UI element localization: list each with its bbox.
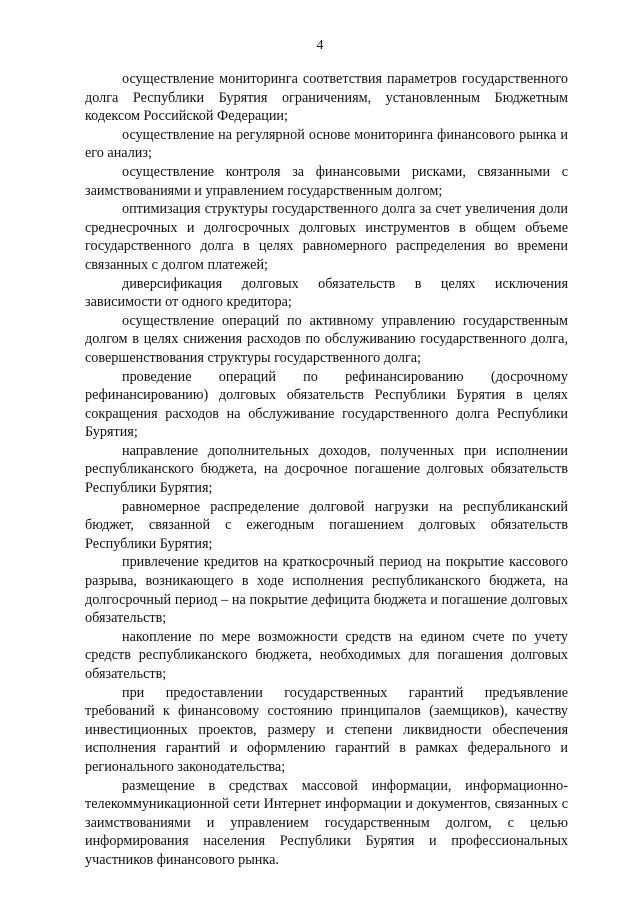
paragraph-diversification: диверсификация долговых обязательств в целях исключения зависимости от одного кредитора; <box>85 275 568 311</box>
paragraph-credit-attraction: привлечение кредитов на краткосрочный период на покрытие кассового разрыва, возникающего в ходе исполнения республиканского бюджета, на долгосрочный период – на покрытие дефицита бюджета и погашение долговых обязательств; <box>85 554 568 627</box>
paragraph-information-disclosure: размещение в средствах массовой информации, информационно-телекоммуникационной сети Интернет информации и документов, связанных с заимствованиями и управлением государственным долгом, с целью информирования населения Республики Бурятия и профессиональных участников финансового рынка. <box>85 777 568 868</box>
paragraph-risk-control: осуществление контроля за финансовыми рисками, связанными с заимствованиями и управлением государственным долгом; <box>85 163 568 199</box>
paragraph-additional-revenue: направление дополнительных доходов, полученных при исполнении республиканского бюджета, на досрочное погашение долговых обязательств Республики Бурятия; <box>85 442 568 497</box>
page-number: 4 <box>316 37 324 52</box>
paragraph-refinancing: проведение операций по рефинансированию (досрочному рефинансированию) долговых обязательств Республики Бурятия в целях сокращения расходов на обслуживание государственного долга Республики Бурятия; <box>85 368 568 441</box>
paragraph-market-monitoring: осуществление на регулярной основе мониторинга финансового рынка и его анализ; <box>85 126 568 162</box>
paragraph-debt-structure-optimization: оптимизация структуры государственного долга за счет увеличения доли среднесрочных и долгосрочных долговых инструментов в общем объеме государственного долга в целях равномерного распределения во времени связанных с долгом платежей; <box>85 201 568 273</box>
paragraph-fund-accumulation: накопление по мере возможности средств на едином счете по учету средств республиканского бюджета, необходимых для погашения долговых обязательств; <box>85 628 568 682</box>
document-body <box>85 70 568 870</box>
paragraph-debt-load-distribution: равномерное распределение долговой нагрузки на республиканский бюджет, связанной с ежегодным погашением долговых обязательств Республики Бурятия; <box>85 498 568 552</box>
paragraph-state-guarantees: при предоставлении государственных гарантий предъявление требований к финансовому состоянию принципалов (заемщиков), качеству инвестиционных проектов, размеру и степени ликвидности обеспечения исполнения гарантий и оформлению гарантий в рамках федерального и регионального законодательства; <box>85 684 568 775</box>
paragraph-active-debt-management: осуществление операций по активному управлению государственным долгом в целях снижения расходов по обслуживанию государственного долга, совершенствования структуры государственного долга; <box>85 312 568 366</box>
paragraph-monitoring-debt-limits: осуществление мониторинга соответствия параметров государственного долга Республики Бурятия ограничениям, установленным Бюджетным кодексом Российской Федерации; <box>85 71 568 125</box>
